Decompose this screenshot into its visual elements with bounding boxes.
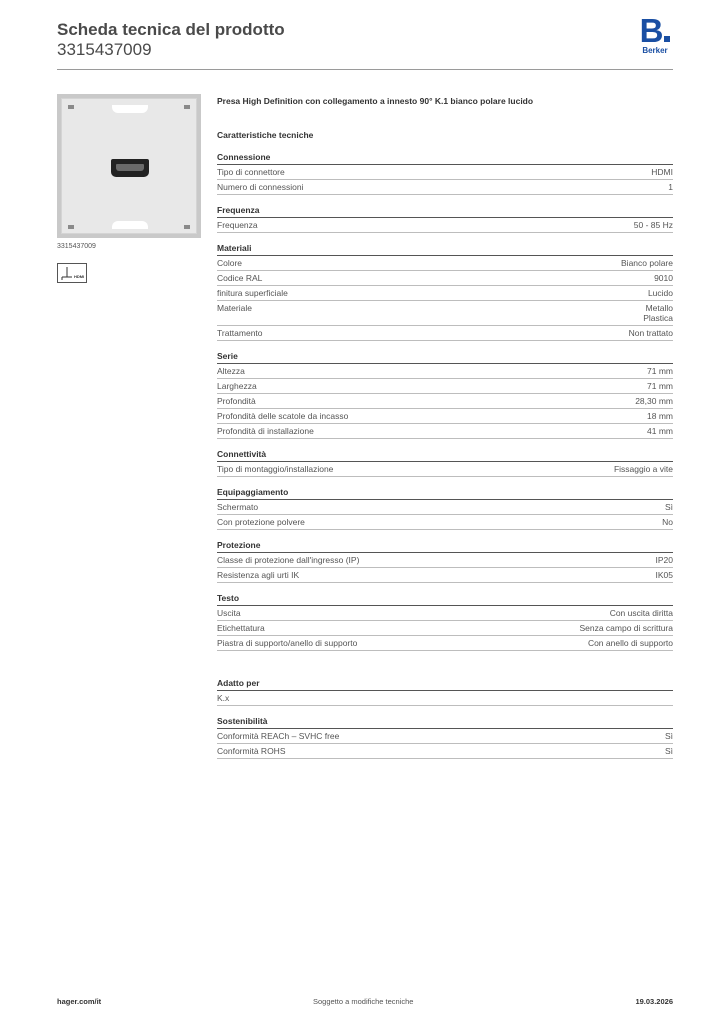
spec-value-line: Sì xyxy=(664,731,673,741)
spec-value-line: 71 mm xyxy=(647,366,673,376)
spec-label: Materiale xyxy=(217,303,252,313)
spec-label: Resistenza agli urti IK xyxy=(217,570,300,580)
spec-label: Tipo di connettore xyxy=(217,167,285,177)
spec-value-line: No xyxy=(662,517,673,527)
screw-mark xyxy=(68,225,74,229)
spec-group-title: Serie xyxy=(217,351,673,364)
spec-label: Trattamento xyxy=(217,328,263,338)
spec-row xyxy=(217,515,673,530)
spec-row xyxy=(217,568,673,583)
spec-row xyxy=(217,553,673,568)
spec-label: Tipo di montaggio/installazione xyxy=(217,464,334,474)
spec-value xyxy=(588,638,673,648)
footer-website: hager.com/it xyxy=(57,997,102,1006)
spec-value-line: 71 mm xyxy=(647,381,673,391)
footer-note: Soggetto a modifiche tecniche xyxy=(313,997,414,1006)
spec-value xyxy=(579,623,673,633)
spec-value xyxy=(651,167,673,177)
spec-row xyxy=(217,165,673,180)
spec-label: Etichettatura xyxy=(217,623,265,633)
spec-value xyxy=(635,396,673,406)
spec-label: K.x xyxy=(217,693,230,703)
spec-value-line: Plastica xyxy=(643,313,673,323)
spec-label: Piastra di supporto/anello di supporto xyxy=(217,638,358,648)
spec-group-title: Testo xyxy=(217,593,673,606)
spec-group xyxy=(217,487,673,530)
spec-row xyxy=(217,606,673,621)
spec-value-line: 1 xyxy=(668,182,673,192)
spec-value-line: HDMI xyxy=(651,167,673,177)
spec-label: Classe di protezione dall'ingresso (IP) xyxy=(217,555,360,565)
spec-group xyxy=(217,152,673,195)
berker-logo xyxy=(637,12,673,55)
spec-value-line: 9010 xyxy=(654,273,673,283)
cover-plate xyxy=(61,98,197,234)
spec-label: Con protezione polvere xyxy=(217,517,305,527)
logo-text: Berker xyxy=(642,46,668,55)
spec-value-line: 28,30 mm xyxy=(635,396,673,406)
spec-group xyxy=(217,205,673,233)
spec-value xyxy=(665,746,673,756)
spec-value xyxy=(662,517,673,527)
spec-row xyxy=(217,326,673,341)
product-title: Presa High Definition con collegamento a innesto 90° K.1 bianco polare lucido xyxy=(217,96,534,106)
spec-row xyxy=(217,301,673,326)
product-image xyxy=(57,94,201,238)
page-title: Scheda tecnica del prodotto xyxy=(57,20,285,39)
spec-label: Conformità ROHS xyxy=(217,746,286,756)
spec-row xyxy=(217,256,673,271)
spec-value xyxy=(610,608,673,618)
spec-value-line: Sì xyxy=(664,746,673,756)
spec-value-line: Con uscita diritta xyxy=(609,608,673,618)
spec-group-title: Frequenza xyxy=(217,205,673,218)
spec-value-line: Sì xyxy=(664,502,673,512)
screw-mark xyxy=(68,105,74,109)
spec-label: Frequenza xyxy=(217,220,258,230)
spec-group-title: Adatto per xyxy=(217,678,673,691)
spec-value xyxy=(647,381,673,391)
plate-notch-bottom xyxy=(112,221,148,229)
spec-value xyxy=(621,258,673,268)
plate-notch-top xyxy=(112,105,148,113)
spec-row xyxy=(217,729,673,744)
spec-value xyxy=(656,555,674,565)
spec-row xyxy=(217,379,673,394)
spec-group-title: Protezione xyxy=(217,540,673,553)
spec-value-line: Metallo xyxy=(645,303,673,313)
spec-label: Uscita xyxy=(217,608,241,618)
hdmi-symbol-icon xyxy=(57,263,87,283)
spec-value xyxy=(665,731,673,741)
spec-row xyxy=(217,691,673,706)
spec-group xyxy=(217,716,673,759)
spec-value xyxy=(629,328,673,338)
spec-value-line: IP20 xyxy=(655,555,673,565)
spec-value xyxy=(665,502,673,512)
spec-row xyxy=(217,636,673,651)
image-caption: 3315437009 xyxy=(57,243,96,250)
spec-content xyxy=(217,96,673,759)
spec-label: Altezza xyxy=(217,366,245,376)
spec-row xyxy=(217,621,673,636)
spec-group xyxy=(217,593,673,651)
screw-mark xyxy=(184,225,190,229)
spec-row xyxy=(217,500,673,515)
spec-value-line: 41 mm xyxy=(647,426,673,436)
spec-group xyxy=(217,449,673,477)
spec-group-title: Connettività xyxy=(217,449,673,462)
spec-label: Schermato xyxy=(217,502,259,512)
spec-group-title: Connessione xyxy=(217,152,673,165)
spec-value-line: Non trattato xyxy=(628,328,673,338)
section-heading: Caratteristiche tecniche xyxy=(217,130,314,140)
spec-group-title: Materiali xyxy=(217,243,673,256)
page-header xyxy=(57,12,673,70)
spec-value xyxy=(643,303,673,323)
spec-group xyxy=(217,243,673,341)
spec-label: Profondità delle scatole da incasso xyxy=(217,411,349,421)
product-code: 3315437009 xyxy=(57,40,152,59)
spec-value-line: Fissaggio a vite xyxy=(613,464,673,474)
spec-label: Profondità xyxy=(217,396,256,406)
spec-group-title: Equipaggiamento xyxy=(217,487,673,500)
spec-row xyxy=(217,744,673,759)
spec-label: Numero di connessioni xyxy=(217,182,304,192)
spec-value xyxy=(647,366,673,376)
spec-group xyxy=(217,351,673,439)
spec-value-line: 50 - 85 Hz xyxy=(633,220,673,230)
spec-label: Codice RAL xyxy=(217,273,263,283)
logo-letter: B xyxy=(637,16,673,46)
spec-row xyxy=(217,462,673,477)
footer-date: 19.03.2026 xyxy=(635,997,673,1006)
spec-value-line: Con anello di supporto xyxy=(587,638,673,648)
screw-mark xyxy=(184,105,190,109)
spec-group-title: Sostenibilità xyxy=(217,716,673,729)
spec-value xyxy=(648,288,673,298)
spec-row xyxy=(217,364,673,379)
spec-value xyxy=(634,220,673,230)
spec-value-line: Lucido xyxy=(647,288,673,298)
spec-value-line: Bianco polare xyxy=(621,258,673,268)
spec-value xyxy=(614,464,673,474)
spec-groups xyxy=(217,152,673,759)
spec-value xyxy=(647,426,673,436)
spec-value xyxy=(656,570,674,580)
spec-label: Conformità REACh – SVHC free xyxy=(217,731,340,741)
spec-row xyxy=(217,218,673,233)
spec-group xyxy=(217,540,673,583)
spec-value-line: Senza campo di scrittura xyxy=(579,623,673,633)
spec-label: Larghezza xyxy=(217,381,257,391)
spec-row xyxy=(217,394,673,409)
spec-row xyxy=(217,409,673,424)
spec-value xyxy=(668,182,673,192)
hdmi-port-icon xyxy=(111,159,149,177)
spec-value-line: 18 mm xyxy=(647,411,673,421)
spec-row xyxy=(217,180,673,195)
spec-label: Profondità di installazione xyxy=(217,426,314,436)
spec-group xyxy=(217,678,673,706)
spec-label: Colore xyxy=(217,258,243,268)
spec-value xyxy=(654,273,673,283)
symbol-label: HDMI xyxy=(74,274,85,279)
spec-row xyxy=(217,286,673,301)
spec-row xyxy=(217,271,673,286)
spec-row xyxy=(217,424,673,439)
spec-value-line: IK05 xyxy=(655,570,673,580)
spec-value xyxy=(647,411,673,421)
spec-label: finitura superficiale xyxy=(217,288,288,298)
